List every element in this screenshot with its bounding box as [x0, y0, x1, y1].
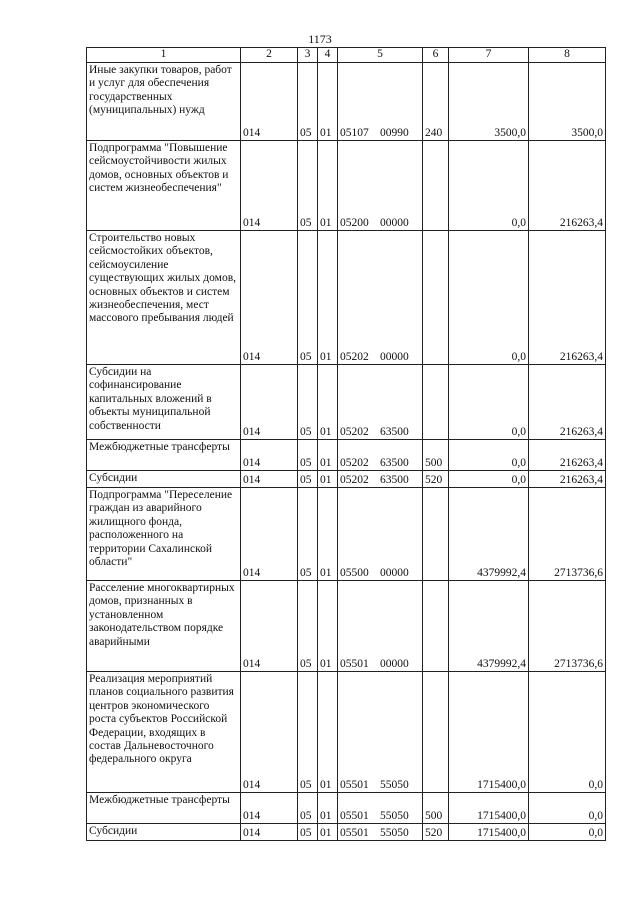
pr-cell: 01 — [318, 365, 338, 440]
column-header: 4 — [318, 48, 338, 63]
column-number-row — [87, 48, 606, 63]
grbs-cell: 014 — [241, 63, 298, 141]
csr-cell — [338, 581, 423, 672]
vr-cell — [423, 141, 449, 231]
row-name: Субсидии — [87, 824, 241, 841]
sum-cell-1: 1715400,0 — [449, 824, 529, 841]
pr-cell: 01 — [318, 440, 338, 471]
csr-program: 05200 — [340, 216, 369, 229]
sum-cell-2: 2713736,6 — [529, 488, 606, 581]
rz-cell: 05 — [298, 488, 318, 581]
column-header: 8 — [529, 48, 606, 63]
csr-cell — [338, 488, 423, 581]
csr-cell — [338, 63, 423, 141]
vr-cell: 520 — [423, 824, 449, 841]
pr-cell: 01 — [318, 63, 338, 141]
table-row — [87, 488, 606, 581]
table-row — [87, 581, 606, 672]
sum-cell-2: 0,0 — [529, 793, 606, 824]
sum-cell-1: 0,0 — [449, 231, 529, 365]
rz-cell: 05 — [298, 63, 318, 141]
csr-program: 05202 — [340, 473, 369, 486]
sum-cell-1: 1715400,0 — [449, 793, 529, 824]
vr-cell: 500 — [423, 793, 449, 824]
table-row — [87, 231, 606, 365]
row-name: Строительство новых сейсмостойких объектов, сейсмоусиление существующих жилых домов, основных объектов и систем жизнеобеспечения, мест массового пребывания людей — [87, 231, 241, 365]
grbs-cell: 014 — [241, 488, 298, 581]
grbs-cell: 014 — [241, 793, 298, 824]
csr-program: 05202 — [340, 456, 369, 469]
grbs-cell: 014 — [241, 471, 298, 488]
csr-direction: 63500 — [380, 473, 409, 486]
csr-cell — [338, 824, 423, 841]
csr-program: 05202 — [340, 350, 369, 363]
row-name: Реализация мероприятий планов социального развития центров экономического роста субъектов Российской Федерации, входящих в состав Дальневосточного федерального округа — [87, 672, 241, 793]
sum-cell-1: 0,0 — [449, 471, 529, 488]
pr-cell: 01 — [318, 488, 338, 581]
vr-cell — [423, 672, 449, 793]
row-name: Субсидии на софинансирование капитальных вложений в объекты муниципальной собственности — [87, 365, 241, 440]
csr-program: 05500 — [340, 566, 369, 579]
sum-cell-2: 216263,4 — [529, 141, 606, 231]
grbs-cell: 014 — [241, 824, 298, 841]
vr-cell — [423, 581, 449, 672]
row-name: Подпрограмма "Переселение граждан из аварийного жилищного фонда, расположенного на территории Сахалинской области" — [87, 488, 241, 581]
pr-cell: 01 — [318, 231, 338, 365]
pr-cell: 01 — [318, 581, 338, 672]
sum-cell-1: 0,0 — [449, 440, 529, 471]
pr-cell: 01 — [318, 471, 338, 488]
sum-cell-2: 216263,4 — [529, 471, 606, 488]
rz-cell: 05 — [298, 365, 318, 440]
sum-cell-1: 1715400,0 — [449, 672, 529, 793]
sum-cell-2: 2713736,6 — [529, 581, 606, 672]
csr-direction: 55050 — [380, 809, 409, 822]
sum-cell-2: 216263,4 — [529, 440, 606, 471]
vr-cell — [423, 231, 449, 365]
csr-direction: 63500 — [380, 456, 409, 469]
csr-program: 05202 — [340, 425, 369, 438]
row-name: Подпрограмма "Повышение сейсмоустойчивости жилых домов, основных объектов и систем жизнеобеспечения" — [87, 141, 241, 231]
csr-direction: 55050 — [380, 778, 409, 791]
sum-cell-2: 0,0 — [529, 824, 606, 841]
pr-cell: 01 — [318, 672, 338, 793]
column-header: 3 — [298, 48, 318, 63]
csr-cell — [338, 231, 423, 365]
sum-cell-2: 216263,4 — [529, 365, 606, 440]
vr-cell: 500 — [423, 440, 449, 471]
rz-cell: 05 — [298, 141, 318, 231]
table-row — [87, 365, 606, 440]
sum-cell-1: 0,0 — [449, 141, 529, 231]
sum-cell-1: 0,0 — [449, 365, 529, 440]
pr-cell: 01 — [318, 824, 338, 841]
sum-cell-2: 3500,0 — [529, 63, 606, 141]
csr-program: 05501 — [340, 826, 369, 839]
rz-cell: 05 — [298, 231, 318, 365]
row-name: Межбюджетные трансферты — [87, 793, 241, 824]
table-row — [87, 440, 606, 471]
vr-cell: 520 — [423, 471, 449, 488]
row-name: Иные закупки товаров, работ и услуг для обеспечения государственных (муниципальных) нужд — [87, 63, 241, 141]
table-row — [87, 63, 606, 141]
column-header: 7 — [449, 48, 529, 63]
grbs-cell: 014 — [241, 440, 298, 471]
sum-cell-1: 4379992,4 — [449, 581, 529, 672]
rz-cell: 05 — [298, 824, 318, 841]
csr-direction: 55050 — [380, 826, 409, 839]
sum-cell-2: 0,0 — [529, 672, 606, 793]
table-row — [87, 824, 606, 841]
csr-cell — [338, 141, 423, 231]
rz-cell: 05 — [298, 672, 318, 793]
table-row — [87, 141, 606, 231]
rz-cell: 05 — [298, 793, 318, 824]
table-row — [87, 471, 606, 488]
rz-cell: 05 — [298, 440, 318, 471]
grbs-cell: 014 — [241, 365, 298, 440]
row-name: Субсидии — [87, 471, 241, 488]
row-name: Межбюджетные трансферты — [87, 440, 241, 471]
csr-direction: 00000 — [380, 566, 409, 579]
column-header: 5 — [338, 48, 423, 63]
csr-cell — [338, 365, 423, 440]
column-header: 2 — [241, 48, 298, 63]
csr-program: 05107 — [340, 126, 369, 139]
grbs-cell: 014 — [241, 141, 298, 231]
sum-cell-1: 4379992,4 — [449, 488, 529, 581]
csr-program: 05501 — [340, 809, 369, 822]
column-header: 1 — [87, 48, 241, 63]
budget-table — [86, 47, 606, 841]
vr-cell — [423, 365, 449, 440]
csr-program: 05501 — [340, 778, 369, 791]
csr-direction: 00000 — [380, 216, 409, 229]
sum-cell-2: 216263,4 — [529, 231, 606, 365]
csr-cell — [338, 471, 423, 488]
csr-direction: 00000 — [380, 350, 409, 363]
rz-cell: 05 — [298, 581, 318, 672]
rz-cell: 05 — [298, 471, 318, 488]
pr-cell: 01 — [318, 141, 338, 231]
vr-cell — [423, 488, 449, 581]
grbs-cell: 014 — [241, 231, 298, 365]
csr-cell — [338, 440, 423, 471]
vr-cell: 240 — [423, 63, 449, 141]
csr-program: 05501 — [340, 657, 369, 670]
csr-direction: 00990 — [380, 126, 409, 139]
sum-cell-1: 3500,0 — [449, 63, 529, 141]
pr-cell: 01 — [318, 793, 338, 824]
grbs-cell: 014 — [241, 581, 298, 672]
csr-direction: 00000 — [380, 657, 409, 670]
csr-cell — [338, 793, 423, 824]
column-header: 6 — [423, 48, 449, 63]
table-row — [87, 672, 606, 793]
csr-direction: 63500 — [380, 425, 409, 438]
page-number: 1173 — [308, 32, 332, 46]
table-row — [87, 793, 606, 824]
row-name: Расселение многоквартирных домов, признанных в установленном законодательством порядке аварийными — [87, 581, 241, 672]
csr-cell — [338, 672, 423, 793]
grbs-cell: 014 — [241, 672, 298, 793]
